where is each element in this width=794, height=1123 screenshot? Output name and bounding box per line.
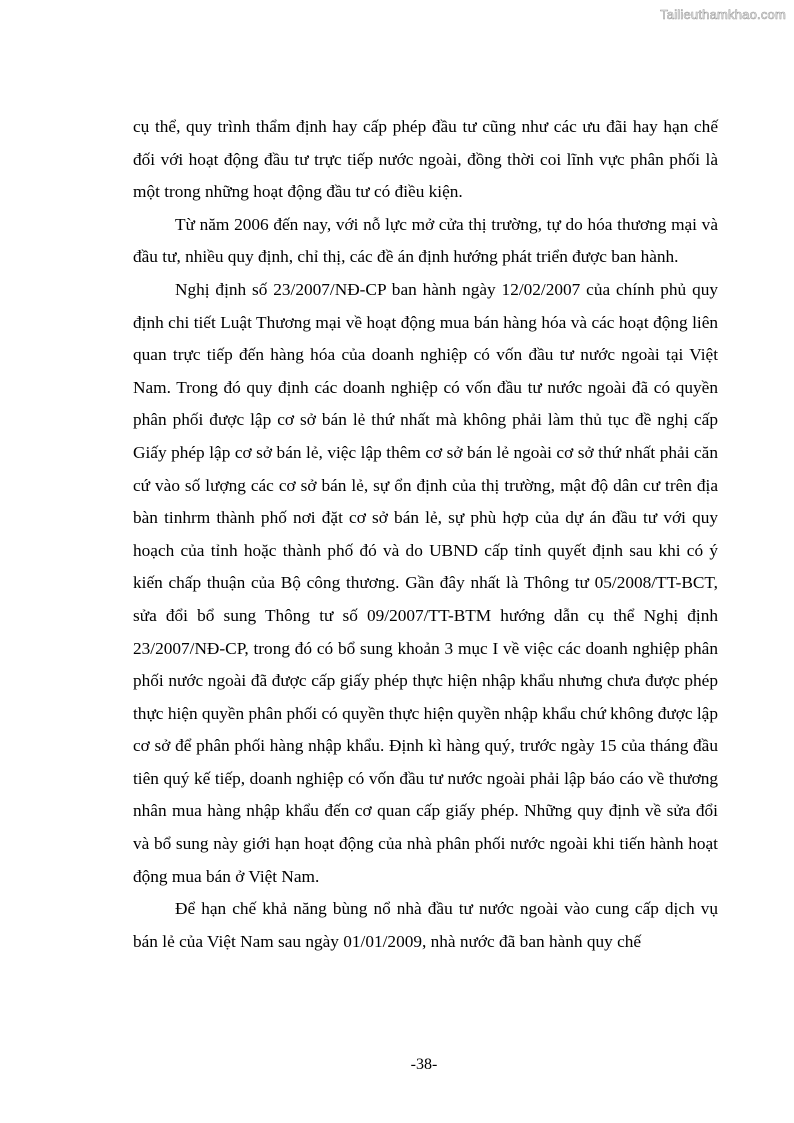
page-number: -38-	[410, 1056, 438, 1073]
paragraph-market-opening: Từ năm 2006 đến nay, với nỗ lực mở cửa thị trường, tự do hóa thương mại và đầu tư, nhiều quy định, chỉ thị, các đề án định hướng phát triển được ban hành.	[133, 214, 718, 267]
watermark-text: Tailieuthamkhao.com	[660, 7, 786, 22]
paragraph-continuation: cụ thể, quy trình thẩm định hay cấp phép đầu tư cũng như các ưu đãi hay hạn chế đối với hoạt động đầu tư trực tiếp nước ngoài, đồng thời coi lĩnh vực phân phối là một trong những hoạt động đầu tư có điều kiện.	[133, 117, 718, 202]
document-body	[133, 111, 718, 958]
paragraph-retail-restriction: Để hạn chế khả năng bùng nổ nhà đầu tư nước ngoài vào cung cấp dịch vụ bán lẻ của Việt Nam sau ngày 01/01/2009, nhà nước đã ban hành quy chế	[133, 899, 718, 951]
paragraph-decree-23: Nghị định số 23/2007/NĐ-CP ban hành ngày 12/02/2007 của chính phủ quy định chi tiết Luật Thương mại về hoạt động mua bán hàng hóa và các hoạt động liên quan trực tiếp đến hàng hóa của doanh nghiệp có vốn đầu tư nước ngoài tại Việt Nam. Trong đó quy định các doanh nghiệp có vốn đầu tư nước ngoài đã có quyền phân phối được lập cơ sở bán lẻ thứ nhất mà không phải làm thủ tục đề nghị cấp Giấy phép lập cơ sở bán lẻ, việc lập thêm cơ sở bán lẻ ngoài cơ sở thứ nhất phải căn cứ vào số lượng các cơ sở bán lẻ, sự ổn định của thị trường, mật độ dân cư trên địa bàn tinhrm thành phố nơi đặt cơ sở bán lẻ, sự phù hợp của dự án đầu tư với quy hoạch của tỉnh hoặc thành phố đó và do UBND cấp tỉnh quyết định sau khi có ý kiến chấp thuận của Bộ công thương. Gần đây nhất là Thông tư 05/2008/TT-BCT, sửa đổi bổ sung Thông tư số 09/2007/TT-BTM hướng dẫn cụ thể Nghị định 23/2007/NĐ-CP, trong đó có bổ sung khoản 3 mục I về việc các doanh nghiệp phân phối nước ngoài đã được cấp giấy phép thực hiện nhập khẩu nhưng chưa được phép thực hiện quyền phân phối có quyền thực hiện quyền nhập khẩu chứ không được lập cơ sở để phân phối hàng nhập khẩu. Định kì hàng quý, trước ngày 15 của tháng đầu tiên quý kế tiếp, doanh nghiệp có vốn đầu tư nước ngoài phải lập báo cáo về thương nhân mua hàng nhập khẩu đến cơ quan cấp giấy phép. Những quy định về sửa đổi và bổ sung này giới hạn hoạt động của nhà phân phối nước ngoài khi tiến hành hoạt động mua bán ở Việt Nam.	[133, 279, 718, 886]
